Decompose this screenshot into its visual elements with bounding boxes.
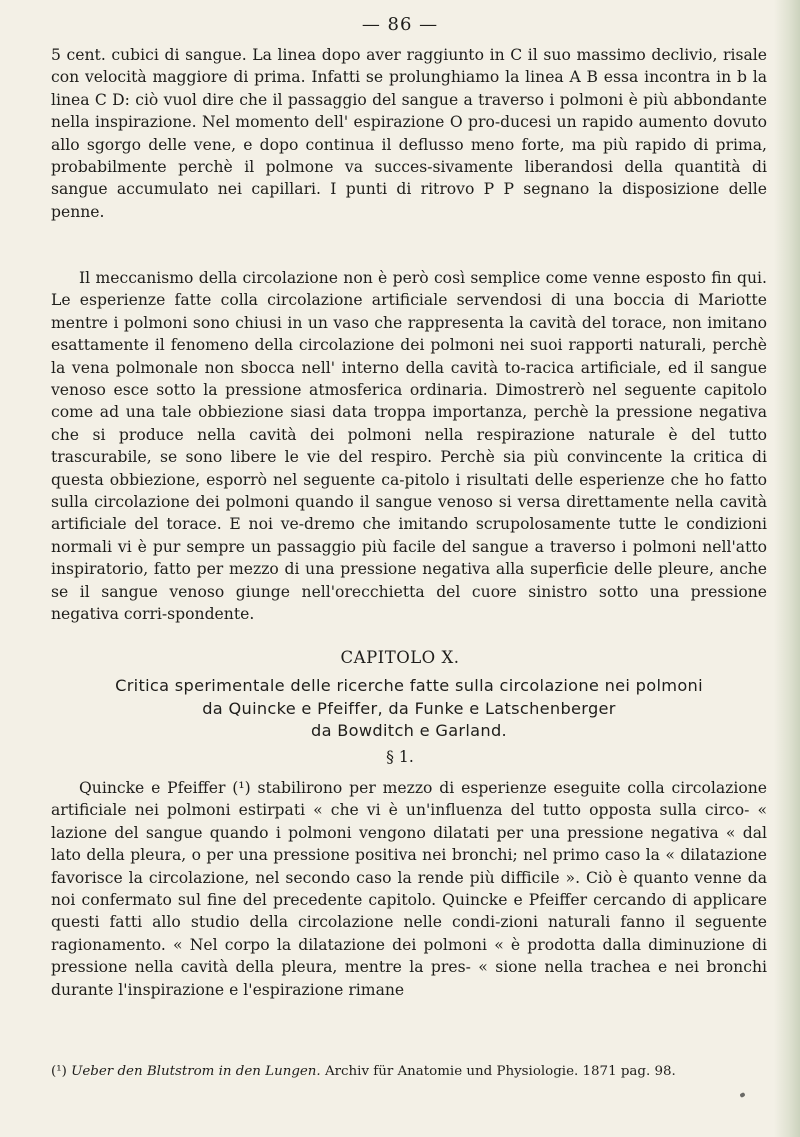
page-number: — 86 — [361,14,439,35]
paragraph-2-text: Il meccanismo della circolazione non è però così semplice come venne esposto fin qui. Le esperienze fatte colla circolazione artificiale servendosi di una boccia di Mariotte mentre i polmoni sono chiusi in un vaso che rappresenta la cavità del torace, non imitano esattamente il fenomeno della circolazione dei polmoni nei suoi rapporti naturali, perchè la vena polmonale non sbocca nell' interno della cavità to-racica artificiale, ed il sangue venoso esce sotto la pressione atmosferica ordinaria. Dimostrerò nel seguente capitolo come ad una tale obbiezione siasi data troppa importanza, perchè la pressione negativa che si produce nella cavità dei polmoni nella respirazione naturale è del tutto trascurabile, se sono libere le vie del respiro. Perchè sia più convincente la critica di questa obbiezione, esporrò nel seguente ca-pitolo i risultati delle esperienze che ho fatto sulla circolazione dei polmoni quando il sangue venoso si versa direttamente nella cavità artificiale del torace. E noi ve-dremo che imitando scrupolosamente tutte le condizioni normali vi è pur sempre un passaggio più facile del sangue a traverso i polmoni nell'atto inspiratorio, fatto per mezzo di una pressione negativa alla superficie delle pleure, anche se il sangue venoso giunge nell'orecchietta del cuore sinistro sotto una pressione negativa corri-spondente. [51,269,767,624]
paragraph-1 [51,44,767,223]
paragraph-1-text: 5 cent. cubici di sangue. La linea dopo aver raggiunto in C il suo massimo declivio, risale con velocità maggiore di prima. Infatti se prolunghiamo la linea A B essa incontra in b la linea C D: ciò vuol dire che il passaggio del sangue a traverso i polmoni è più abbondante nella inspirazione. Nel momento dell' espirazione O pro-ducesi un rapido aumento dovuto allo sgorgo delle vene, e dopo continua il deflusso meno forte, ma più rapido di prima, probabilmente perchè il polmone va succes-sivamente liberandosi della quantità di sangue accumulato nei capillari. I punti di ritrovo P P segnano la disposizione delle penne. [51,46,767,221]
chapter-title-line-2: da Quincke e Pfeiffer, da Funke e Latschenberger [202,698,616,718]
page-edge-shadow [774,0,800,1137]
footnote-reference: Archiv für Anatomie und Physiologie. 1871 pag. 98. [324,1064,676,1079]
chapter-title-line-1: Critica sperimentale delle ricerche fatte sulla circolazione nei polmoni [115,676,703,695]
paragraph-3-text: Quincke e Pfeiffer (¹) stabilirono per mezzo di esperienze eseguite colla circolazione artificiale nei polmoni estirpati « che vi è un'influenza del tutto opposta sulla circo- « lazione del sangue quando i polmoni vengono dilatati per una pressione negativa « dal lato della pleura, o per una pressione positiva nei bronchi; nel primo caso la « dilatazione favorisce la circolazione, nel secondo caso la rende più difficile ». Ciò è quanto venne da noi confermato sul fine del precedente capitolo. Quincke e Pfeiffer cercando di applicare questi fatti allo studio della circolazione nelle condi-zioni naturali fanno il seguente ragionamento. « Nel corpo la dilatazione dei polmoni « è prodotta dalla diminuzione di pressione nella cavità della pleura, mentre la pres- « sione nella trachea e nei bronchi durante l'inspirazione e l'espirazione rimane [51,779,767,999]
footnote-marker: (¹) [51,1064,67,1079]
footnote [51,1063,767,1081]
chapter-heading: CAPITOLO X. [340,648,460,667]
section-mark: § 1. [386,748,414,766]
chapter-title [51,675,767,743]
chapter-title-line-3: da Bowditch e Garland. [311,721,507,740]
footnote-title: Ueber den Blutstrom in den Lungen. [71,1064,321,1079]
ink-speck [739,1092,745,1098]
paragraph-2 [51,267,767,626]
paragraph-3 [51,777,767,1001]
